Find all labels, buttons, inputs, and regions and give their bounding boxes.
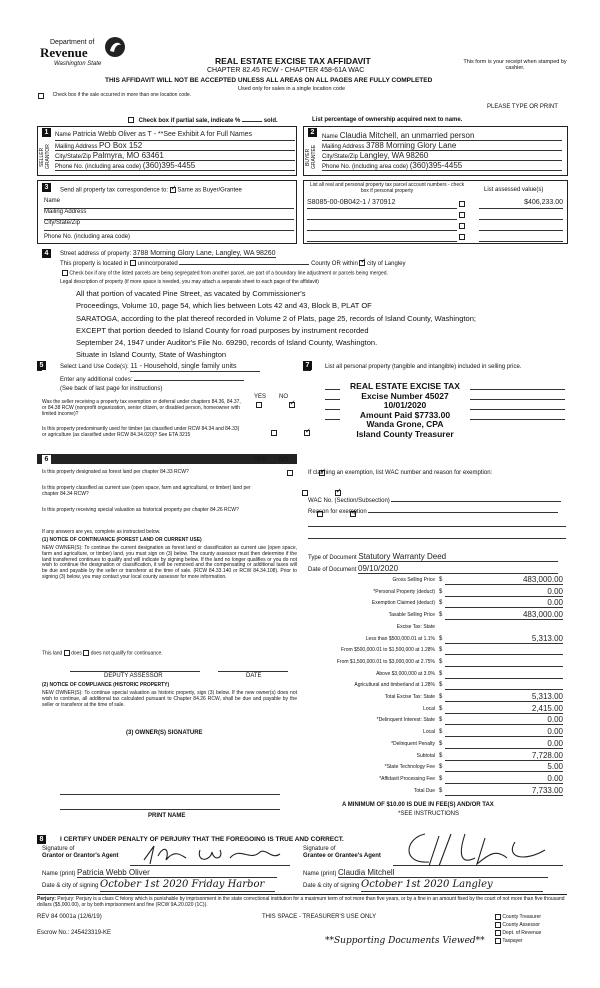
city-of-checkbox[interactable]	[359, 260, 365, 266]
legal-line: Situate in Island County, State of Washington	[76, 350, 227, 360]
section-4-number: 4	[42, 249, 51, 258]
additional-codes-label: Enter any additional codes:	[60, 377, 133, 383]
calc-row-currency: $	[439, 635, 443, 642]
stamp-line: Wanda Grone, CPA	[366, 419, 444, 429]
calc-row-value[interactable]	[445, 669, 563, 679]
partial-sale-label: Check box if partial sale, indicate %	[138, 118, 241, 124]
calc-row	[305, 773, 563, 785]
personal-property-label: List all personal property (tangible and intangible) included in selling price.	[325, 364, 522, 370]
reason-row	[308, 507, 566, 516]
copy-label: Dept. of Revenue	[502, 930, 542, 936]
additional-codes-row	[60, 375, 300, 384]
doc-type-label: Type of Document	[308, 555, 357, 561]
copy-checkbox[interactable]	[495, 922, 501, 928]
copy-item	[495, 913, 541, 921]
seller-name[interactable]: Patricia Webb Oliver as T - **See Exhibit A for Full Names	[72, 131, 253, 138]
street-address[interactable]: 3788 Morning Glory Lane, Langley, WA 98260	[132, 250, 276, 257]
section3-fields	[44, 198, 294, 242]
calc-row	[305, 633, 563, 645]
legal-line: SARATOGA, according to the plat thereof recorded in Volume 2 of Plats, page 25, records of Island County, Washington;	[76, 313, 476, 323]
grantor-date-label: Date & city of signing	[42, 883, 99, 889]
parcel-number-blank[interactable]	[307, 221, 457, 231]
rev-number: REV 84 0001a (12/6/19)	[37, 914, 102, 920]
calc-row-value[interactable]: 0.00	[445, 727, 563, 737]
calc-row-currency: $	[439, 647, 443, 654]
partial-sale-sold: sold.	[263, 118, 278, 124]
seller-phone-label: Phone No. (including area code)	[55, 164, 142, 170]
calc-row-label: Exemption Claimed (deduct)	[371, 600, 435, 607]
legal-description	[76, 288, 566, 362]
parcel-number[interactable]: S8085-00-0B042-1 / 370912	[307, 199, 457, 209]
owner-sig-line[interactable]	[60, 785, 280, 795]
buyer-phone[interactable]: (360)395-4455	[409, 161, 463, 170]
assessed-value-blank[interactable]	[479, 232, 563, 242]
see-instructions: *SEE INSTRUCTIONS	[398, 811, 460, 817]
this-land-label: This land	[42, 650, 63, 657]
calc-row-currency: $	[439, 670, 443, 677]
copy-item	[495, 921, 541, 929]
calc-row-value[interactable]: 0.00	[445, 739, 563, 749]
calc-row-currency: $	[439, 740, 443, 747]
doc-type[interactable]: Statutory Warranty Deed	[358, 552, 558, 562]
sec3-city-row[interactable]	[44, 220, 294, 231]
calc-row	[305, 738, 563, 750]
sec3-mailing-label: Mailing Address	[44, 209, 87, 215]
seller-label: SELLER GRANTOR	[39, 144, 51, 170]
print-name-line[interactable]	[60, 800, 280, 810]
treasurer-stamp	[340, 382, 470, 439]
land-use-label: Select Land Use Code(s):	[60, 364, 129, 370]
calc-row	[305, 610, 563, 621]
assessed-value-blank[interactable]	[479, 221, 563, 231]
section-2-number: 2	[308, 128, 317, 137]
calc-row	[305, 657, 560, 668]
sec3-phone-label: Phone No. (including area code)	[44, 234, 131, 240]
buyer-city[interactable]: Langley, WA 98260	[359, 151, 429, 160]
supporting-docs: **Supporting Documents Viewed**	[325, 936, 485, 946]
grantee-date-row	[303, 879, 565, 892]
calc-row	[305, 598, 563, 609]
calc-row-value[interactable]: 0.00	[445, 774, 563, 784]
does-not-label: does not qualify for continuance.	[90, 650, 163, 657]
personal-property-checkbox[interactable]	[459, 212, 465, 218]
segregated-label: Check box if any of the listed parcels are being segregated from another parcel, are part of a boundary line adjustment or parcels being merged.	[69, 270, 388, 277]
buyer-fields	[322, 131, 562, 171]
copy-checkbox[interactable]	[495, 930, 501, 936]
calc-row	[305, 575, 563, 586]
see-back: (See back of last page for instructions)	[60, 386, 163, 392]
sec3-mailing-row[interactable]	[44, 209, 294, 220]
deputy-date-label: DATE	[246, 673, 262, 679]
calc-row	[305, 703, 563, 715]
copy-checkbox[interactable]	[495, 914, 501, 920]
calc-row-currency: $	[439, 694, 443, 700]
deputy-sig-line[interactable]	[70, 662, 200, 672]
stamp-line: Island County Treasurer	[356, 428, 454, 439]
buyer-phone-row	[322, 161, 562, 171]
calc-row	[305, 669, 560, 680]
seller-name-label: Name	[55, 132, 72, 138]
calc-row-value[interactable]: 0.00	[445, 715, 563, 725]
calc-row-currency: $	[439, 682, 443, 689]
seller-mailing[interactable]: PO Box 152	[99, 141, 143, 150]
assessed-value-blank[interactable]	[479, 210, 563, 220]
does-label: does	[71, 650, 82, 657]
calc-row-currency: $	[439, 729, 443, 736]
calc-row-value[interactable]: 0.00	[445, 587, 563, 597]
calc-row-label: Gross Selling Price	[392, 577, 435, 583]
grantor-date-row	[42, 879, 292, 892]
county-blank[interactable]	[179, 259, 309, 265]
city-of-label: city of Langley	[367, 261, 406, 267]
dor-logo-line2: Revenue	[40, 45, 88, 60]
calc-row-value[interactable]: 5,313.00	[445, 692, 563, 702]
sec5-q2-no-checkbox[interactable]	[304, 430, 310, 436]
print-name-label: PRINT NAME	[148, 813, 186, 819]
street-row	[60, 250, 360, 258]
sec6-no-header: NO	[279, 457, 288, 463]
sec6-q1: Is this property designated as forest land per chapter 84.33 RCW?	[42, 469, 189, 475]
wac-row	[308, 496, 566, 505]
section-8-number: 8	[37, 835, 46, 844]
multi-location-label: Check box if the sale occurred in more than one location code.	[52, 92, 192, 98]
calc-row-label: Local	[423, 705, 435, 712]
copy-label: County Treasurer	[502, 914, 542, 920]
assessed-header: List assessed value(s)	[484, 187, 544, 193]
parcel-rows	[307, 199, 565, 243]
partial-sale-row	[128, 116, 278, 125]
copy-item	[495, 937, 541, 945]
doc-date-row	[308, 564, 566, 574]
perjury-text: Perjury: Perjury is a class C felony which is punishable by imprisonment in the state correctional institution for a maximum term of not more than five years, or by a fine in an amount fixed by the court of not more than five thousand dollars ($5,000.00), or by both imprisonment and fine (RCW 9A.20.020 (1C)).	[37, 896, 565, 908]
sec3-city-label: City/State/Zip	[44, 220, 81, 226]
parcel-number-blank[interactable]	[307, 210, 457, 220]
sec5-no-header: NO	[279, 394, 288, 400]
does-qualify-checkbox[interactable]	[64, 650, 70, 656]
grantee-name-row	[303, 868, 565, 878]
calc-row-label: *Delinquent Penalty	[391, 740, 435, 747]
dor-logo-line3: Washington State	[54, 61, 102, 67]
calc-row-currency: $	[439, 787, 443, 794]
calc-row-label: From $500,000.01 to $1,500,000 at 1.28%	[341, 647, 435, 654]
buyer-mailing-label: Mailing Address	[322, 144, 365, 150]
calc-row-currency: $	[439, 717, 443, 724]
calc-row-value[interactable]: 483,000.00	[445, 610, 563, 620]
calc-row-label: Agricultural and timberland at 1.28%	[354, 682, 435, 689]
reason-line-2[interactable]	[308, 519, 566, 527]
does-not-qualify-checkbox[interactable]	[83, 650, 89, 656]
calc-row-value[interactable]: 0.00	[445, 598, 563, 608]
notice1-title: (1) NOTICE OF CONTINUANCE (FOREST LAND OR CURRENT USE)	[42, 537, 202, 543]
legal-label: Legal description of property (if more space is needed, you may attach a separate sheet to each page of the affidavit)	[60, 279, 319, 285]
seller-city-label: City/State/Zip	[55, 154, 92, 160]
deputy-date-line[interactable]	[218, 662, 288, 672]
calc-row	[305, 762, 563, 773]
calc-row-currency: $	[439, 588, 443, 595]
exemption-label: If claiming an exemption, list WAC number and reason for exemption:	[308, 470, 493, 476]
partial-sale-pct[interactable]	[242, 116, 262, 122]
dor-logo-line1: Department of	[50, 39, 95, 46]
calc-row-label: *Affidavit Processing Fee	[379, 775, 435, 782]
segregated-row	[62, 270, 572, 277]
dor-logo	[38, 36, 138, 70]
perjury-notice	[37, 894, 567, 909]
calc-row-label: Excise Tax: State	[396, 623, 435, 630]
county-or-within: County OR within	[311, 261, 358, 267]
personal-property-checkbox[interactable]	[459, 201, 465, 207]
minimum-fee: A MINIMUM OF $10.00 IS DUE IN FEE(S) AND/OR TAX	[342, 802, 494, 808]
calc-row-label: Subtotal	[416, 752, 435, 759]
calc-row-value[interactable]	[445, 680, 563, 690]
treasurer-only: THIS SPACE - TREASURER'S USE ONLY	[262, 914, 377, 920]
send-correspondence-row	[60, 187, 242, 194]
grantee-name-label: Name (print)	[303, 871, 337, 877]
calc-row-label: Total Due	[413, 787, 435, 794]
grantee-date-city[interactable]: October 1st 2020 Langley	[361, 879, 543, 892]
calc-row-value[interactable]: 7,733.00	[445, 786, 563, 796]
acceptance-warning: THIS AFFIDAVIT WILL NOT BE ACCEPTED UNLESS ALL AREAS ON ALL PAGES ARE FULLY COMPLETED	[105, 77, 433, 84]
calc-row	[305, 785, 563, 797]
personal-property-checkbox[interactable]	[459, 223, 465, 229]
seller-city-row	[55, 151, 295, 161]
parcel-header: List all real and personal property tax parcel account numbers - check box if personal property	[309, 182, 465, 194]
calc-row-label: Taxable Selling Price	[388, 612, 435, 619]
grantor-date-city[interactable]: October 1st 2020 Friday Harbor	[100, 879, 275, 892]
certify-statement: I CERTIFY UNDER PENALTY OF PERJURY THAT THE FOREGOING IS TRUE AND CORRECT.	[60, 836, 344, 843]
sec6-q3: Is this property receiving special valuation as historical property per chapter 84.26 RCW?	[42, 507, 239, 513]
grantor-name-row	[42, 868, 292, 878]
stamp-line: REAL ESTATE EXCISE TAX	[350, 381, 460, 391]
form-chapter: CHAPTER 82.45 RCW - CHAPTER 458-61A WAC	[207, 67, 365, 74]
calc-row-value[interactable]	[445, 657, 563, 667]
unincorporated-label: unincorporated	[137, 261, 178, 267]
seller-mailing-label: Mailing Address	[55, 144, 98, 150]
owner-signature-label: (3) OWNER(S) SIGNATURE	[126, 730, 203, 736]
grantee-sig-label1: Signature of	[303, 846, 336, 852]
seller-city[interactable]: Palmyra, MO 63461	[92, 151, 164, 160]
sec3-name-label: Name	[44, 198, 61, 204]
continuance-row	[42, 650, 163, 657]
grantee-sig-line	[393, 856, 563, 866]
buyer-mailing-row	[322, 141, 562, 151]
sec5-q1: Was the seller receiving a property tax exemption or deferral under chapters 84.36, 84.37, or 84.38 RCW (nonprofit organization, senior citizen, or disabled person, homeowner with limited income)?	[42, 399, 241, 417]
stamp-line: 10/01/2020	[383, 400, 427, 410]
seller-mailing-row	[55, 141, 295, 151]
grantor-sig-label1: Signature of	[42, 846, 75, 852]
deputy-assessor-label: DEPUTY ASSESSOR	[104, 673, 163, 679]
calc-row-label: Above $3,000,000 at 3.0%	[376, 670, 435, 677]
stamp-line: Excise Number 45027	[361, 390, 449, 401]
form-title: REAL ESTATE EXCISE TAX AFFIDAVIT	[215, 56, 371, 66]
sec6-if-yes: If any answers are yes, complete as instructed below.	[42, 529, 161, 535]
wac-input[interactable]	[391, 496, 561, 502]
sec5-q2-yes-checkbox[interactable]	[271, 430, 277, 436]
calc-row	[305, 727, 563, 738]
copy-label: County Assessor	[502, 922, 540, 928]
section-6-number: 6	[42, 455, 51, 464]
unincorporated-checkbox[interactable]	[130, 260, 136, 266]
calc-row-currency: $	[439, 600, 443, 607]
sec3-name-row[interactable]	[44, 198, 294, 209]
parcel-row	[307, 232, 565, 243]
street-label: Street address of property:	[60, 251, 132, 257]
buyer-name[interactable]: Claudia Mitchell, an unmarried person	[339, 131, 475, 140]
located-row	[60, 259, 560, 268]
sec5-yes-header: YES	[254, 394, 267, 400]
escrow-number: Escrow No.: 245423319-KE	[37, 930, 112, 936]
sec3-phone-row[interactable]	[44, 231, 294, 242]
calc-row	[305, 750, 563, 762]
partial-sale-checkbox[interactable]	[128, 117, 134, 123]
stamp-line: Amount Paid $7733.00	[359, 409, 451, 420]
doc-date[interactable]: 09/10/2020	[358, 564, 558, 574]
parcel-row	[307, 210, 565, 221]
assessed-value[interactable]: $406,233.00	[479, 199, 563, 209]
calc-row-currency: $	[439, 752, 443, 759]
buyer-name-row	[322, 131, 562, 141]
additional-codes-input[interactable]	[134, 375, 244, 381]
copy-checkbox[interactable]	[495, 938, 501, 944]
buyer-city-row	[322, 151, 562, 161]
type-or-print: PLEASE TYPE OR PRINT	[487, 104, 558, 110]
calc-row-value[interactable]: 483,000.00	[445, 575, 563, 585]
calc-row-currency: $	[439, 577, 443, 583]
calc-row	[305, 692, 563, 703]
sec5-q1-no-checkbox[interactable]	[289, 402, 295, 408]
calc-row-label: From $1,500,000.01 to $3,000,000 at 2.75%	[336, 658, 435, 665]
perjury-label: Perjury:	[37, 896, 56, 902]
calc-row-currency: $	[439, 705, 443, 712]
parcel-number-blank[interactable]	[307, 232, 457, 242]
calc-row-value[interactable]: 7,728.00	[445, 751, 563, 761]
legal-line: September 24, 1947 under Auditor's File No. 69290, records of Island County, Washington.	[76, 338, 378, 348]
calc-row-currency: $	[439, 658, 443, 665]
copy-label: Taxpayer	[502, 938, 523, 944]
seller-phone-row	[55, 161, 295, 171]
grantee-date-label: Date & city of signing	[303, 883, 360, 889]
multi-location-checkbox[interactable]	[38, 93, 44, 99]
grantor-sig-line	[130, 856, 290, 866]
buyer-city-label: City/State/Zip	[322, 154, 359, 160]
same-as-buyer-label: Same as Buyer/Grantee	[177, 187, 242, 194]
calc-row-label: Local	[423, 729, 435, 736]
sec6-q2: Is this property classified as current use (open space, farm and agricultural, or timber) land per chapter 84.34 RCW?	[42, 485, 251, 497]
doc-type-row	[308, 552, 566, 562]
reason-line-3[interactable]	[308, 531, 566, 539]
grantee-sig-label2: Grantee or Grantee's Agent	[303, 852, 381, 859]
receipt-note: This form is your receipt when stamped by cashier.	[463, 59, 567, 72]
notice2-title: (2) NOTICE OF COMPLIANCE (HISTORIC PROPERTY)	[42, 682, 170, 688]
calc-row-value[interactable]: 2,415.00	[445, 704, 563, 714]
grantor-sig-label2: Grantor or Grantor's Agent	[42, 852, 119, 859]
multi-location-row	[38, 93, 218, 100]
sec6-q1-yes-checkbox[interactable]	[287, 470, 293, 476]
section-3-number: 3	[42, 183, 51, 192]
personal-property-checkbox[interactable]	[459, 234, 465, 240]
reason-label: Reason for exemption	[308, 509, 367, 515]
grantee-print-name[interactable]: Claudia Mitchell	[338, 868, 548, 878]
buyer-mailing[interactable]: 3788 Morning Glory Lane	[366, 141, 457, 150]
same-as-buyer-checkbox[interactable]	[170, 187, 176, 193]
sec5-q2: Is this property predominantly used for timber (as classified under RCW 84.34 and 84.33) or agriculture (as classified under RCW 84.34.020)? See ETA 3215	[42, 426, 240, 438]
single-location-note: Used only for sales in a single location code	[238, 86, 346, 92]
parcel-row	[307, 199, 565, 210]
grantor-name-label: Name (print)	[42, 871, 76, 877]
calc-row-label: *State Technology Fee	[384, 764, 435, 771]
calc-row	[305, 622, 560, 633]
ownership-note: List percentage of ownership acquired next to name.	[312, 117, 463, 123]
send-correspondence-label: Send all property tax correspondence to:	[60, 187, 169, 194]
calc-row-label: *Delinquent Interest: State	[376, 717, 435, 724]
copy-item	[495, 929, 541, 937]
land-use-value[interactable]: 11 - Household, single family units	[130, 363, 260, 372]
section-7-number: 7	[303, 361, 312, 370]
doc-date-label: Date of Document	[308, 567, 357, 573]
calc-row	[305, 645, 560, 656]
parcel-row	[307, 221, 565, 232]
calc-row-currency: $	[439, 764, 443, 771]
reason-input[interactable]	[368, 507, 558, 513]
calc-row-value[interactable]: 5,313.00	[445, 634, 563, 644]
copy-distribution	[495, 913, 541, 945]
legal-line: Proceedings, Volume 10, page 54, which lies between Lots 42 and 43, Block B, PLAT OF	[76, 301, 372, 311]
section-5-number: 5	[37, 361, 46, 370]
legal-line: All that portion of vacated Pine Street, as vacated by Commissioner's	[76, 289, 306, 298]
located-label: This property is located in	[60, 261, 129, 267]
buyer-name-label: Name	[322, 134, 339, 140]
dor-emblem-icon	[104, 36, 126, 58]
calc-row	[305, 680, 560, 691]
calc-row-label: Less than $500,000.01 at 1.1%	[365, 635, 435, 642]
sec6-yes-header: YES	[254, 457, 267, 463]
notice1-body: NEW OWNER(S): To continue the current designation as forest land or classification as current use (open space, farm and agriculture, or timber) land, you must sign on (3) below. The county assessor must then determine if the land transferred continues to qualify and will indicate by signing below. If the land no longer qualifies or you do not wish to continue the designation or classification, it will be removed and the compensating or additional taxes will be due and payable by the seller or transferor at the time of sale. (RCW 84.33.140 or RCW 84.34.108). Prior to signing (3) below, you may contact your local county assessor for more information.	[42, 545, 297, 580]
calc-row	[305, 586, 563, 598]
grantor-print-name[interactable]: Patricia Webb Oliver	[77, 868, 277, 878]
calc-row	[305, 715, 563, 726]
calc-row-currency: $	[439, 612, 443, 619]
notice2-body: NEW OWNER(S): To continue special valuation as historic property, sign (3) below. If the new owner(s) does not wish to continue, all additional tax calculated pursuant to Chapter 84.26 RCW, shall be due and payable by the seller or transferor at the time of sale.	[42, 690, 297, 708]
buyer-phone-label: Phone No. (including area code)	[322, 164, 409, 170]
seller-name-row	[55, 131, 295, 141]
land-use-row	[60, 363, 300, 372]
sec5-q1-yes-checkbox[interactable]	[256, 402, 262, 408]
section-1-number: 1	[42, 128, 51, 137]
segregated-checkbox[interactable]	[62, 270, 68, 276]
calc-row-value[interactable]	[445, 645, 563, 655]
calc-row-label: *Personal Property (deduct)	[373, 588, 435, 595]
seller-fields	[55, 131, 295, 171]
calc-row-value[interactable]: 5.00	[445, 762, 563, 772]
wac-label: WAC No. (Section/Subsection)	[308, 498, 390, 504]
legal-line: EXCEPT that portion deeded to Island County for road purposes by instrument recorded	[76, 325, 369, 335]
calc-row-currency: $	[439, 775, 443, 782]
calc-row-label: Total Excise Tax: State	[384, 694, 435, 700]
buyer-label: BUYER GRANTEE	[305, 144, 317, 170]
seller-phone[interactable]: (360)395-4455	[142, 161, 196, 170]
